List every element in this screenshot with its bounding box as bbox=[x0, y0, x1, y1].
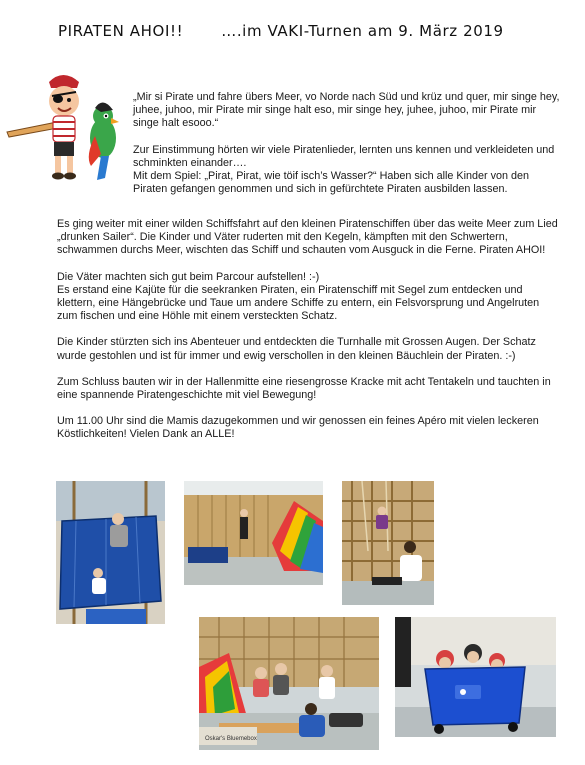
paragraph-ship: Es ging weiter mit einer wilden Schiffsfahrt auf den kleinen Piratenschiffen über das weite Meer zum Lied „drunken Sailer“. Die Kinder und Väter ruderten mit den Kegeln, kämpften mit den Schwertern, schwammen durchs Meer, wischten das Schiff und schauten vom Ausguck in die Ferne. Piraten AHOI! bbox=[57, 218, 558, 257]
intro-line-2: Mit dem Spiel: „Pirat, Pirat, wie töif isch’s Wasser?“ Haben sich alle Kinder von den Piraten gefangen genommen und sich in gefürchtete Piraten ausbilden lassen. bbox=[133, 170, 530, 196]
photo-blue-box bbox=[395, 617, 556, 737]
pirate-figure bbox=[49, 75, 79, 180]
page-title bbox=[58, 22, 558, 40]
intro-text bbox=[133, 91, 563, 196]
paragraph-parcour-lead: Die Väter machten sich gut beim Parcour aufstellen! :-) bbox=[57, 270, 320, 283]
intro-line-1: Zur Einstimmung hörten wir viele Piratenlieder, lernten uns kennen und verkleideten und schminkten einander…. bbox=[133, 143, 555, 169]
article-body bbox=[57, 218, 562, 455]
photo-ropes-bars bbox=[342, 481, 434, 605]
photo-gym-parachute bbox=[184, 481, 323, 585]
paragraph-parcour-text: Es erstand eine Kajüte für die seekranken Piraten, ein Piratenschiff mit Segel zum entdecken und klettern, eine Hängebrücke und Taue um andere Schiffe zu entern, ein Felsvorsprung und Angelruten zum fischen und eine Höhle mit einem versteckten Schatz. bbox=[57, 283, 540, 323]
title-main: PIRATEN AHOI!! bbox=[58, 22, 184, 40]
paragraph-adventure: Die Kinder stürzten sich ins Abenteuer und entdeckten die Turnhalle mit Grossen Augen. Der Schatz wurde gestohlen und ist für immer und ewig verschollen in den kleinen Bäuchlein der Piraten. :-) bbox=[57, 336, 536, 362]
paragraph-apero: Um 11.00 Uhr sind die Mamis dazugekommen und wir genossen ein feines Apéro mit vielen leckeren Köstlichkeiten! Vielen Dank an ALLE! bbox=[57, 415, 539, 441]
title-subtitle: ….im VAKI-Turnen am 9. März 2019 bbox=[221, 22, 504, 40]
parrot-icon bbox=[89, 102, 119, 180]
pirate-illustration bbox=[5, 66, 125, 184]
intro-paragraph bbox=[133, 144, 563, 197]
paragraph-kracke: Zum Schluss bauten wir in der Hallenmitte eine riesengrosse Kracke mit acht Tentakeln und tauchten in eine spannende Piratengeschichte mit viel Bewegung! bbox=[57, 375, 551, 402]
photo-climbing-net bbox=[56, 481, 165, 624]
photo-group-bench bbox=[199, 617, 379, 750]
paragraph-parcour bbox=[57, 271, 562, 324]
photo-caption: Oskar's Bluemebox bbox=[205, 736, 257, 742]
song-lyrics: „Mir si Pirate und fahre übers Meer, vo Norde nach Süd und krüz und quer, mir singe hey, juhee, juhoo, mir Pirate mir singe halt eso, mir singe hey, juhee, juhoo, mir Pirate mir singe halt esooo.“ bbox=[133, 91, 560, 130]
